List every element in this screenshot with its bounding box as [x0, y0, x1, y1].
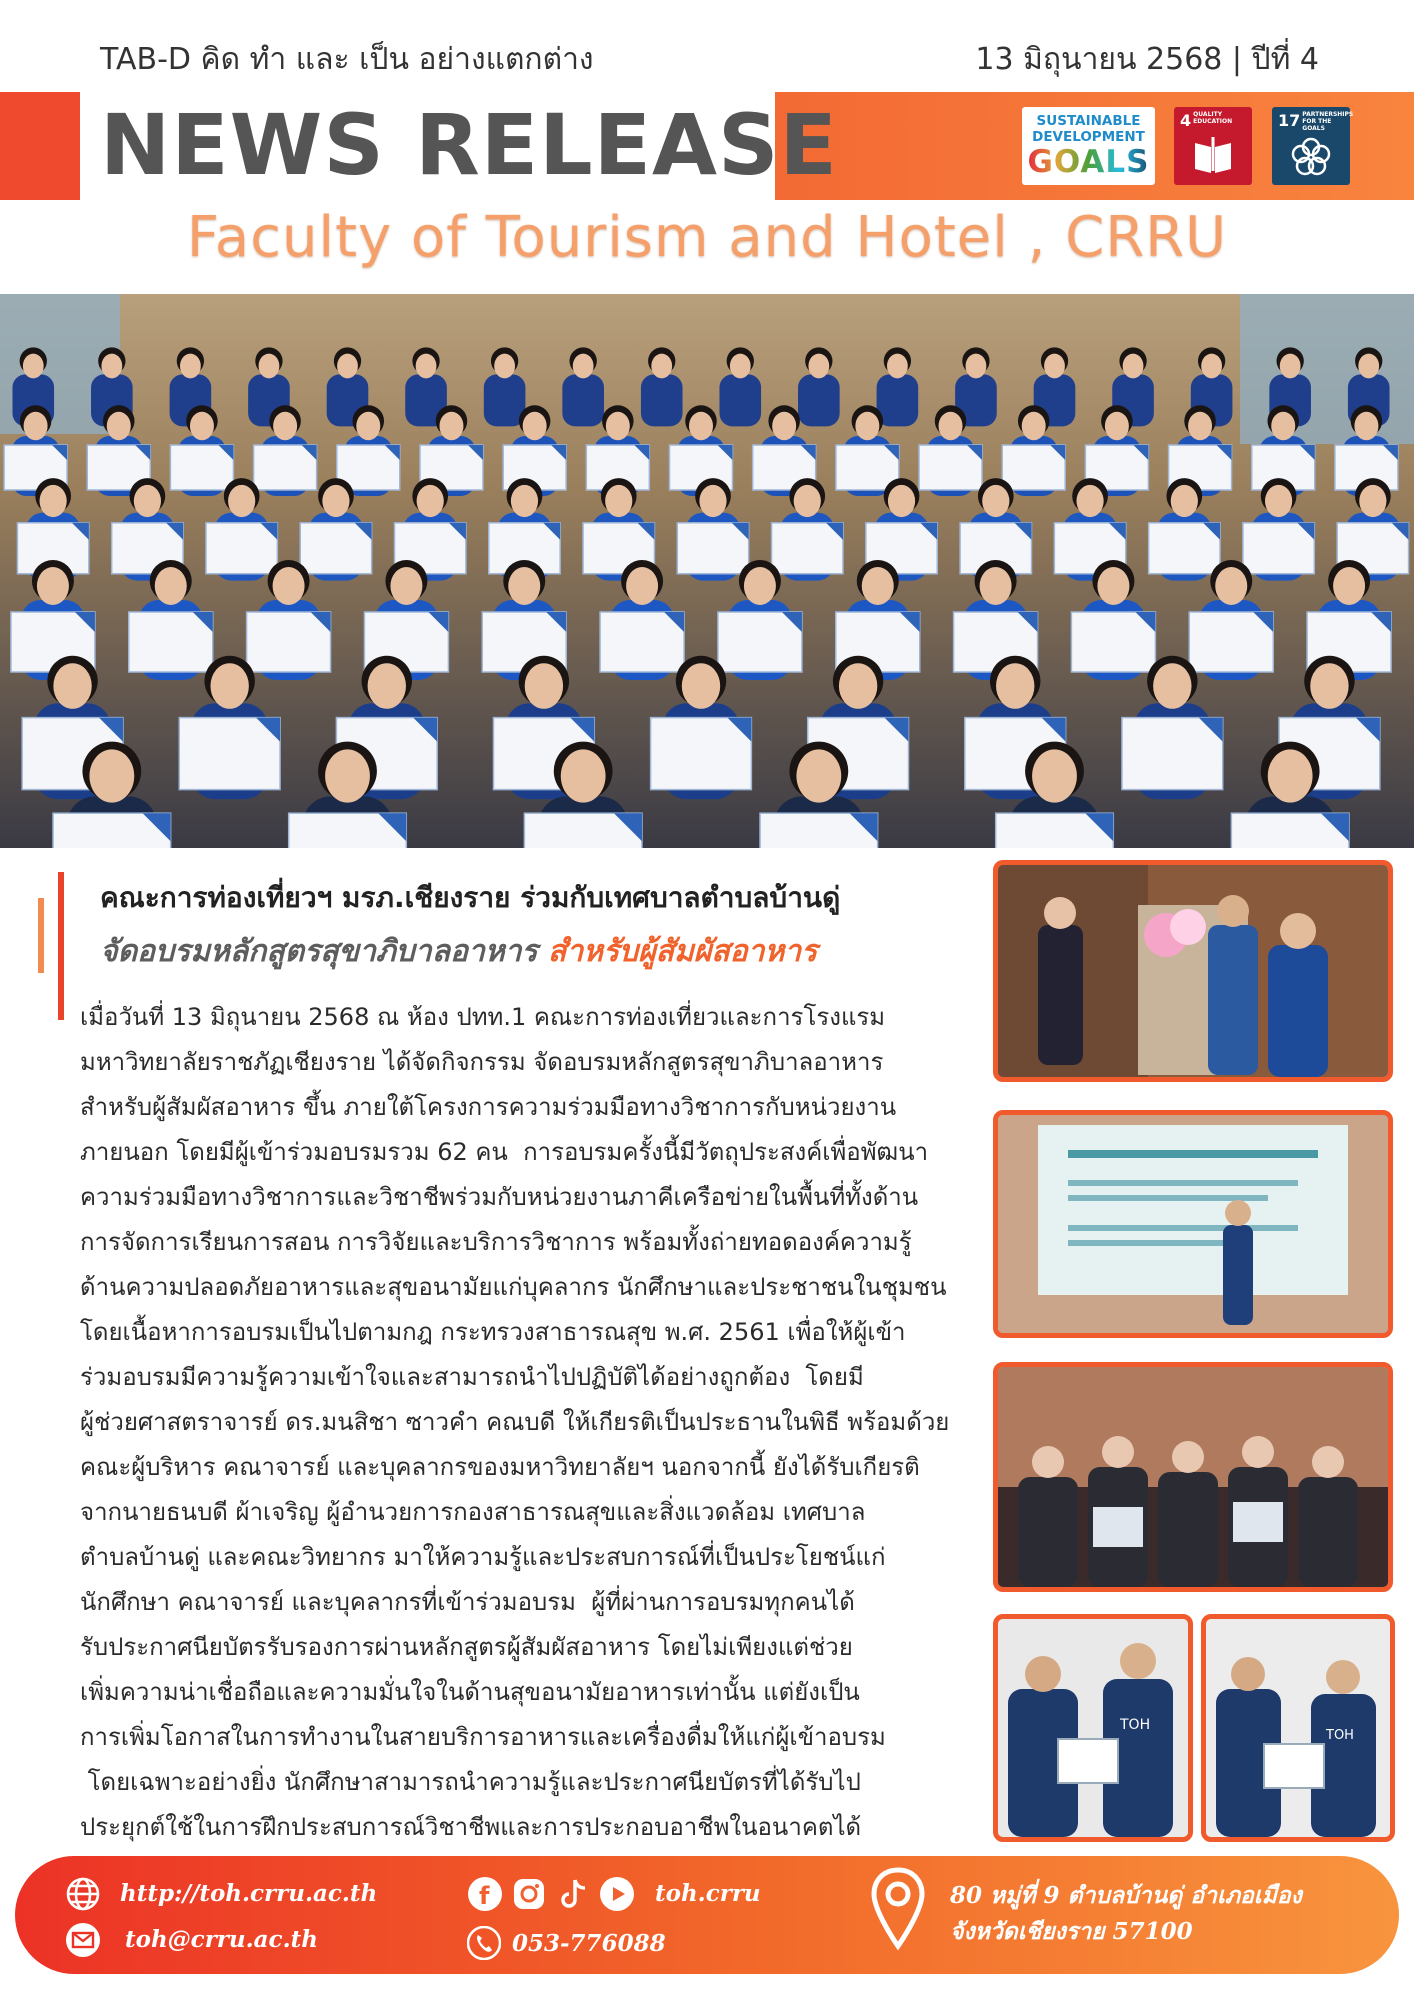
photo-presenters	[993, 860, 1393, 1082]
article-body-line: มหาวิทยาลัยราชภัฏเชียงราย ได้จัดกิจกรรม จัดอบรมหลักสูตรสุขาภิบาลอาหาร	[80, 1048, 884, 1076]
headline: คณะการท่องเที่ยวฯ มรภ.เชียงราย ร่วมกับเทศบาลตำบลบ้านดู่	[100, 881, 841, 914]
article-body-line: คณะผู้บริหาร คณาจารย์ และบุคลากรของมหาวิทยาลัยฯ นอกจากนี้ ยังได้รับเกียรติ	[80, 1453, 920, 1481]
svg-text:f: f	[479, 1882, 490, 1910]
website-link[interactable]: http://toh.crru.ac.th	[120, 1880, 378, 1907]
tiktok-icon[interactable]	[555, 1876, 591, 1912]
svg-text:TOH: TOH	[1120, 1717, 1151, 1733]
email-link[interactable]: toh@crru.ac.th	[125, 1926, 318, 1953]
article-body-line: เพิ่มความน่าเชื่อถือและความมั่นใจในด้านสุขอนามัยอาหารเท่านั้น แต่ยังเป็น	[80, 1678, 860, 1706]
book-icon	[1192, 137, 1234, 175]
footer-contact-bar	[15, 1856, 1399, 1974]
article-body-line: เมื่อวันที่ 13 มิถุนายน 2568 ณ ห้อง ปทท.1 คณะการท่องเที่ยวและการโรงแรม	[80, 1003, 886, 1031]
photo-participants	[993, 1362, 1393, 1592]
address-line-2: จังหวัดเชียงราย 57100	[950, 1918, 1193, 1945]
page-title: NEWS RELEASE	[100, 96, 838, 194]
article-body-line: ผู้ช่วยศาสตราจารย์ ดร.มนสิชา ซาวคำ คณบดี ให้เกียรติเป็นประธานในพิธี พร้อมด้วย	[80, 1408, 950, 1436]
instagram-icon[interactable]	[511, 1876, 547, 1912]
flower-icon	[1290, 137, 1332, 177]
header-accent-left	[0, 92, 80, 200]
globe-icon	[65, 1876, 101, 1912]
article-body-line: การเพิ่มโอกาสในการทำงานในสายบริการอาหารและเครื่องดื่มให้แก่ผู้เข้าอบรม	[80, 1723, 886, 1751]
article-body-line: โดยเนื้อหาการอบรมเป็นไปตามกฎ กระทรวงสาธารณสุข พ.ศ. 2561 เพื่อให้ผู้เข้า	[80, 1318, 906, 1346]
mail-icon	[65, 1922, 101, 1958]
article-body-line: สำหรับผู้สัมผัสอาหาร ขึ้น ภายใต้โครงการความร่วมมือทางวิชาการกับหน่วยงาน	[80, 1093, 897, 1121]
article-body-line: ด้านความปลอดภัยอาหารและสุขอนามัยแก่บุคลากร นักศึกษาและประชาชนในชุมชน	[80, 1273, 947, 1301]
phone-number: 053-776088	[512, 1930, 666, 1957]
svg-text:TOH: TOH	[1326, 1728, 1354, 1743]
phone-icon	[467, 1926, 501, 1960]
article-body-line: นักศึกษา คณาจารย์ และบุคลากรที่เข้าร่วมอบรม ผู้ที่ผ่านการอบรมทุกคนได้	[80, 1588, 855, 1616]
headline-accent-bar-secondary	[38, 898, 44, 973]
address-line-1: 80 หมู่ที่ 9 ตำบลบ้านดู่ อำเภอเมือง	[950, 1882, 1302, 1909]
article-body-line: การจัดการเรียนการสอน การวิจัยและบริการวิชาการ พร้อมทั้งถ่ายทอดองค์ความรู้	[80, 1228, 912, 1256]
tagline: TAB-D คิด ทำ และ เป็น อย่างแตกต่าง	[100, 42, 594, 77]
article-body-line: รับประกาศนียบัตรรับรองการผ่านหลักสูตรผู้สัมผัสอาหาร โดยไม่เพียงแต่ช่วย	[80, 1633, 853, 1661]
social-handle: toh.crru	[655, 1880, 761, 1907]
article-body-line: ภายนอก โดยมีผู้เข้าร่วมอบรมรวม 62 คน การอบรมครั้งนี้มีวัตถุประสงค์เพื่อพัฒนา	[80, 1138, 929, 1166]
youtube-icon[interactable]	[599, 1876, 635, 1912]
photo-certificate-1	[993, 1614, 1193, 1842]
location-pin-icon	[870, 1866, 926, 1954]
sdg-logo: SUSTAINABLE DEVELOPMENT GOALS	[1022, 107, 1155, 185]
article-body-line: ตำบลบ้านดู่ และคณะวิทยากร มาให้ความรู้และประสบการณ์ที่เป็นประโยชน์แก่	[80, 1543, 886, 1571]
article-body	[80, 995, 980, 1850]
article-body-line: ประยุกต์ใช้ในการฝึกประสบการณ์วิชาชีพและการประกอบอาชีพในอนาคตได้	[80, 1813, 862, 1841]
date-issue: 13 มิถุนายน 2568 | ปีที่ 4	[975, 42, 1319, 77]
faculty-name: Faculty of Tourism and Hotel , CRRU	[186, 205, 1228, 270]
sdg-goal-17-icon: 17 PARTNERSHIPS FOR THE GOALS	[1272, 107, 1350, 185]
photo-certificate-2	[1201, 1614, 1395, 1842]
article-body-line: โดยเฉพาะอย่างยิ่ง นักศึกษาสามารถนำความรู้และประกาศนียบัตรที่ได้รับไป	[80, 1768, 861, 1796]
facebook-icon[interactable]	[467, 1876, 503, 1912]
article-body-line: ความร่วมมือทางวิชาการและวิชาชีพร่วมกับหน่วยงานภาคีเครือข่ายในพื้นที่ทั้งด้าน	[80, 1183, 919, 1211]
sdg-goal-4-icon: 4 QUALITY EDUCATION	[1174, 107, 1252, 185]
headline-accent-bar	[58, 872, 64, 1020]
group-photo	[0, 294, 1414, 848]
article-body-line: ร่วมอบรมมีความรู้ความเข้าใจและสามารถนำไปปฏิบัติได้อย่างถูกต้อง โดยมี	[80, 1363, 864, 1391]
subheadline: จัดอบรมหลักสูตรสุขาภิบาลอาหาร สำหรับผู้สัมผัสอาหาร	[100, 934, 818, 969]
article-body-line: จากนายธนบดี ผ้าเจริญ ผู้อำนวยการกองสาธารณสุขและสิ่งแวดล้อม เทศบาล	[80, 1498, 866, 1526]
photo-lecture-slide	[993, 1110, 1393, 1338]
